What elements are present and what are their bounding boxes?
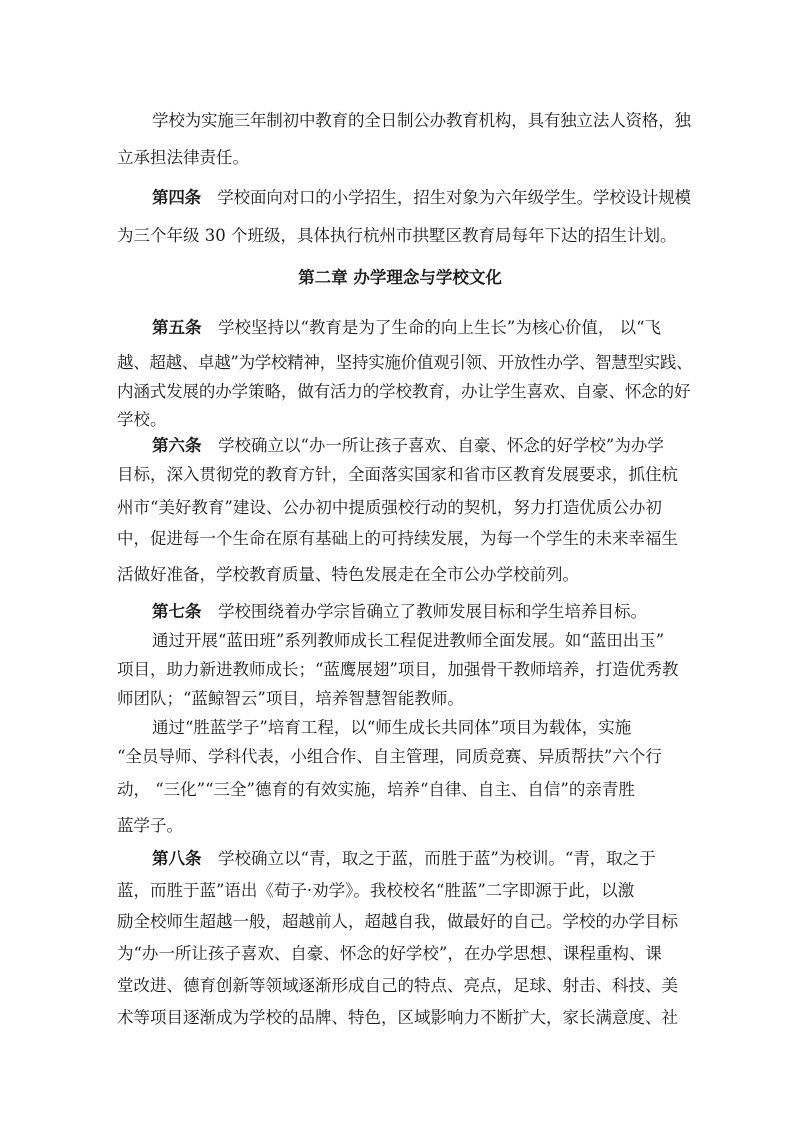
line-text: “全员导师、学科代表，小组合作、自主管理，同质竞赛、异质帮扶”六个行	[117, 747, 662, 766]
text-line	[117, 228, 677, 245]
text-line	[117, 662, 678, 679]
text-line	[117, 691, 464, 708]
line-text: 学校确立以“青，取之于蓝，而胜于蓝”为校训。“青，取之于	[201, 849, 656, 868]
line-text: 学校面向对口的小学招生，招生对象为六年级学生。学校设计规模	[201, 188, 691, 207]
line-text: 内涵式发展的办学策略，做有活力的学校教育，办让学生喜欢、自豪、怀念的好	[117, 382, 691, 401]
text-line	[152, 633, 664, 650]
line-text: 为三个年级 30 个班级，具体执行杭州市拱墅区教育局每年下达的招生计划。	[117, 226, 677, 245]
line-text: 立承担法律责任。	[117, 148, 249, 167]
text-line	[117, 567, 579, 584]
line-text: 师团队；“蓝鲸智云”项目，培养智慧智能教师。	[117, 689, 464, 708]
line-text: 项目，助力新进教师成长；“蓝鹰展翅”项目，加强骨干教师培养，打造优秀教	[117, 660, 679, 679]
line-text: 通过开展“蓝田班”系列教师成长工程促进教师全面发展。如“蓝田出玉”	[152, 631, 665, 650]
text-line	[152, 851, 656, 868]
text-line	[152, 113, 691, 130]
article-label: 第八条	[152, 849, 202, 868]
article-label: 第六条	[152, 436, 202, 455]
text-line	[152, 720, 631, 737]
line-text: 州市“美好教育”建设、公办初中提质强校行动的契机，努力打造优质公办初	[117, 498, 662, 517]
article-label: 第七条	[152, 602, 202, 621]
line-text: 蓝学子。	[117, 816, 183, 835]
article-label: 第五条	[152, 318, 202, 337]
text-line	[117, 467, 678, 484]
text-line	[117, 1010, 678, 1027]
line-text: 目标，深入贯彻党的教育方针，全面落实国家和省市区教育发展要求，抓住杭	[117, 465, 678, 484]
line-text: 术等项目逐渐成为学校的品牌、特色，区域影响力不断扩大，家长满意度、社	[117, 1008, 678, 1027]
line-text: 学校。	[117, 410, 167, 429]
line-text: 中，促进每一个生命在原有基础上的可持续发展，为每一个学生的未来幸福生	[117, 529, 678, 548]
text-line	[152, 190, 691, 207]
text-line	[117, 818, 183, 835]
line-text: 学校确立以“办一所让孩子喜欢、自豪、怀念的好学校”为办学	[201, 436, 664, 455]
text-line	[117, 150, 249, 167]
chapter-heading: 第二章 办学理念与学校文化	[298, 268, 502, 287]
text-line	[152, 604, 647, 621]
text-line	[117, 978, 678, 995]
text-line	[152, 320, 661, 337]
article-label: 第四条	[152, 188, 201, 207]
text-line	[117, 946, 662, 963]
text-line	[117, 749, 662, 766]
line-text: 学校围绕着办学宗旨确立了教师发展目标和学生培养目标。	[201, 602, 647, 621]
text-line	[117, 531, 678, 548]
text-line	[152, 438, 664, 455]
line-text: 通过“胜蓝学子”培育工程，以“师生成长共同体”项目为载体，实施	[152, 718, 632, 737]
line-text: 活做好准备，学校教育质量、特色发展走在全市公办学校前列。	[117, 565, 579, 584]
text-line	[117, 914, 678, 931]
line-text: 越、超越、卓越”为学校精神，坚持实施价值观引领、开放性办学、智慧型实践、	[117, 353, 693, 372]
line-text: 学校为实施三年制初中教育的全日制公办教育机构，具有独立法人资格，独	[152, 111, 691, 130]
text-line	[117, 384, 690, 401]
text-line	[117, 500, 662, 517]
line-text: 学校坚持以“教育是为了生命的向上生长”为核心价值， 以“飞	[201, 318, 662, 337]
text-line	[117, 883, 634, 900]
text-line	[117, 782, 635, 799]
line-text: 励全校师生超越一般，超越前人，超越自我，做最好的自己。学校的办学目标	[117, 912, 678, 931]
line-text: 堂改进、德育创新等领域逐渐形成自己的特点、亮点，足球、射击、科技、美	[117, 976, 678, 995]
line-text: 蓝，而胜于蓝”语出《荀子·劝学》。我校校名“胜蓝”二字即源于此，以激	[117, 881, 635, 900]
text-line	[117, 412, 167, 429]
text-line	[117, 355, 692, 372]
line-text: 动， “三化”“三全”德育的有效实施，培养“自律、自主、自信”的亲青胜	[117, 780, 635, 799]
line-text: 为“办一所让孩子喜欢、自豪、怀念的好学校”，在办学思想、课程重构、课	[117, 944, 662, 963]
